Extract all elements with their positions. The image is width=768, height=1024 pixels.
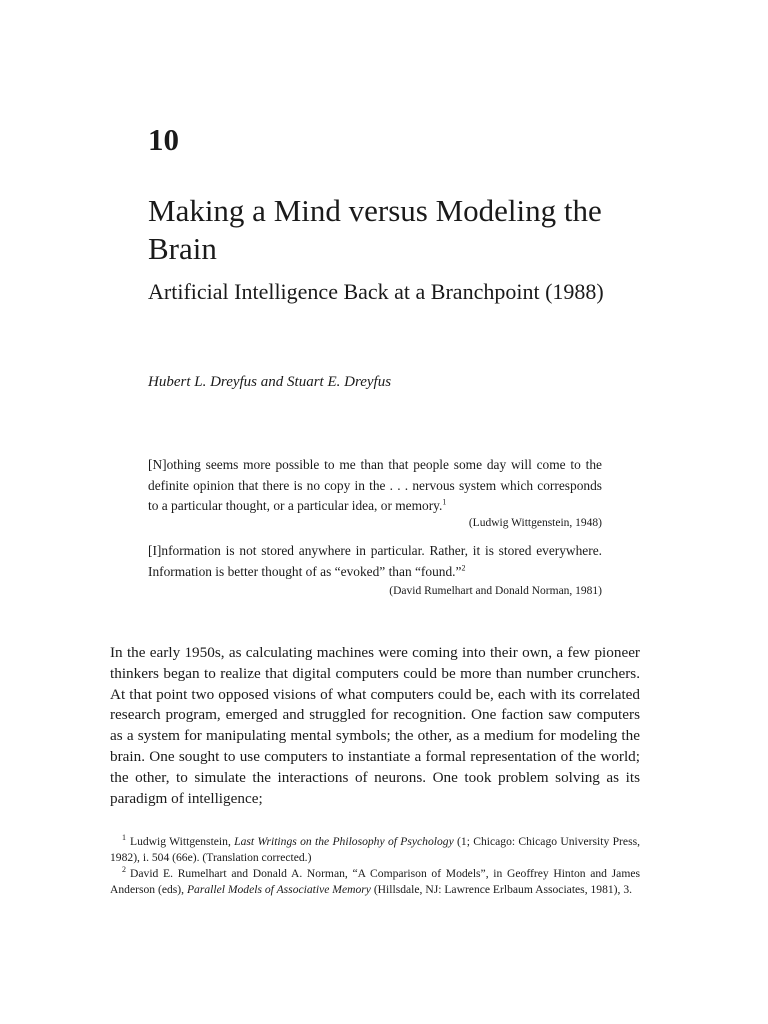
footnote-number: 1 <box>122 833 126 843</box>
chapter-subtitle: Artificial Intelligence Back at a Branchpoint (1988) <box>148 279 604 304</box>
footnote-book-title: Last Writings on the Philosophy of Psychology <box>234 835 454 848</box>
footnote-text: David E. Rumelhart and Donald A. Norman, “A Comparison of Models”, in Geoffrey Hinton and James Anderson (eds), <box>110 867 640 896</box>
footnote <box>110 834 640 866</box>
footnote-reference[interactable]: 2 <box>461 563 466 573</box>
footnote-number: 2 <box>122 865 126 875</box>
epigraph-text: [I]nformation is not stored anywhere in particular. Rather, it is stored everywhere. Information is better thought of as “evoked” than “found.” <box>148 543 602 579</box>
epigraph-attribution: (Ludwig Wittgenstein, 1948) <box>468 517 602 529</box>
epigraph-quote <box>148 455 602 517</box>
epigraph-attribution: (David Rumelhart and Donald Norman, 1981) <box>389 585 602 597</box>
footnotes-section <box>110 834 640 898</box>
chapter-number: 10 <box>148 122 179 157</box>
body-paragraph: In the early 1950s, as calculating machines were coming into their own, a few pioneer thinkers began to realize that digital computers could be more than number crunchers. At that point two opposed visions of what computers could be, each with its correlated research program, emerged and struggled for recognition. One faction saw computers as a system for manipulating mental symbols; the other, as a medium for modeling the brain. One sought to use computers to instantiate a formal representation of the world; the other, to simulate the interactions of neurons. One took problem solving as its paradigm of intelligence; <box>110 644 640 807</box>
footnote-text: Ludwig Wittgenstein, <box>130 835 235 848</box>
footnote-text: (1; Chicago: Chicago University Press, 1982), i. 504 (66e). (Translation corrected.) <box>110 835 640 864</box>
epigraph-quote <box>148 541 602 582</box>
footnote <box>110 866 640 898</box>
footnote-text: (Hillsdale, NJ: Lawrence Erlbaum Associates, 1981), 3. <box>370 883 633 896</box>
footnote-book-title: Parallel Models of Associative Memory <box>186 883 371 896</box>
epigraph-text: [N]othing seems more possible to me than that people some day will come to the definite opinion that there is no copy in the . . . nervous system which corresponds to a particular thought, or a particular idea, or memory. <box>148 457 602 513</box>
chapter-title: Making a Mind versus Modeling the Brain <box>148 193 602 266</box>
chapter-authors: Hubert L. Dreyfus and Stuart E. Dreyfus <box>148 374 392 390</box>
footnote-reference[interactable]: 1 <box>442 497 447 507</box>
